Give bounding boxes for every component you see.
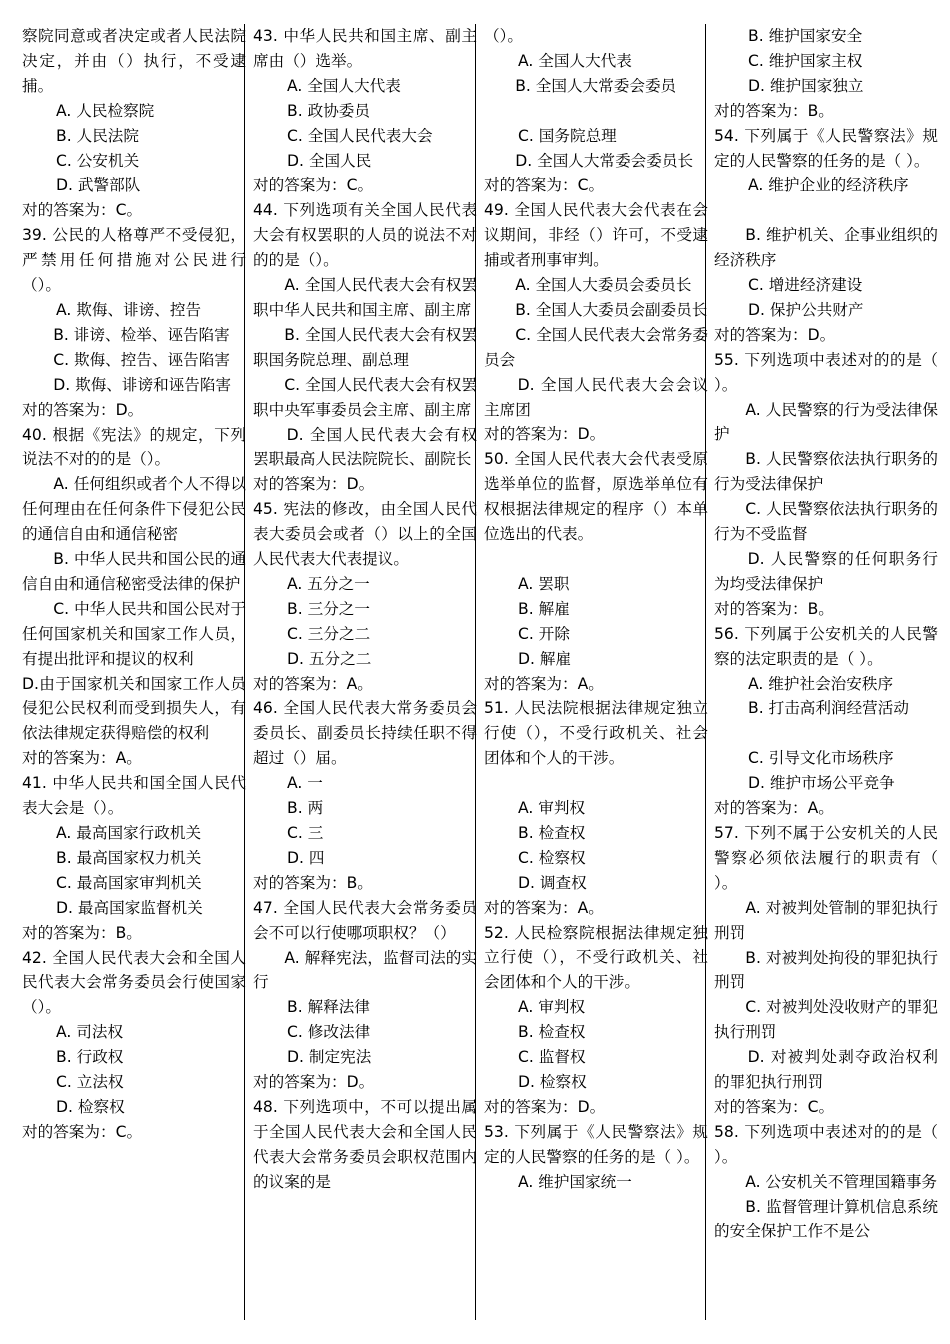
answer-option: C. 三 — [287, 824, 324, 842]
answer-option: D. 四 — [287, 848, 325, 867]
question-text: D. 对被判处剥夺政治权利的罪犯执行刑罚 — [714, 1048, 938, 1092]
question-text: B. 监督管理计算机信息系统的安全保护工作不是公 — [714, 1197, 938, 1241]
question-text: 39. 公民的人格尊严不受侵犯，严禁用任何措施对公民进行（）。 — [22, 226, 246, 295]
answer-option: B. 政协委员 — [287, 101, 370, 120]
answer-option: D. 解雇 — [518, 649, 572, 668]
answer-option: C. 国务院总理 — [518, 126, 617, 145]
question-text: C. 对被判处没收财产的罪犯执行刑罚 — [714, 998, 938, 1042]
answer-option: D. 维护市场公平竞争 — [748, 774, 895, 793]
question-text: B. 诽谤、检举、诬告陷害 — [22, 325, 230, 344]
correct-answer: 对的答案为：A。 — [484, 898, 604, 917]
answer-option: A. 维护国家统一 — [518, 1172, 632, 1191]
question-text: C. 全国人民代表大会常务委员会 — [484, 325, 708, 369]
answer-option: C. 检察权 — [518, 848, 586, 867]
answer-option: C. 开除 — [518, 624, 570, 643]
correct-answer: 对的答案为：A。 — [714, 799, 834, 818]
answer-option: B. 检查权 — [518, 1023, 586, 1042]
answer-option: D. 维护国家独立 — [748, 76, 864, 95]
question-text: B. 对被判处拘役的罪犯执行刑罚 — [714, 948, 938, 992]
question-text: C. 人民警察依法执行职务的行为不受监督 — [714, 500, 938, 544]
correct-answer: 对的答案为：C。 — [253, 176, 374, 195]
question-text: A. 对被判处管制的罪犯执行刑罚 — [714, 898, 938, 942]
correct-answer: 对的答案为：B。 — [22, 923, 142, 942]
answer-option: A. 审判权 — [518, 998, 586, 1017]
answer-option: B. 维护国家安全 — [748, 27, 863, 45]
text-column-4 — [714, 24, 938, 1324]
blank-line — [714, 198, 938, 223]
answer-option: D. 制定宪法 — [287, 1048, 372, 1067]
answer-option: D. 调查权 — [518, 873, 587, 892]
question-text: 52. 人民检察院根据法律规定独立行使（），不受行政机关、社会团体和个人的干涉。 — [484, 923, 708, 992]
text-column-1 — [22, 24, 246, 1324]
column-divider — [705, 24, 706, 1320]
correct-answer: 对的答案为：D。 — [253, 1073, 375, 1092]
correct-answer: 对的答案为：D。 — [484, 425, 606, 444]
answer-option: A. 全国人大代表 — [287, 76, 401, 95]
answer-option: B. 两 — [287, 799, 324, 818]
answer-option: A. 维护企业的经济秩序 — [748, 176, 909, 195]
correct-answer: 对的答案为：C。 — [714, 1097, 835, 1116]
question-text: 54. 下列属于《人民警察法》规定的人民警察的任务的是（ ）。 — [714, 126, 938, 170]
question-text: 41. 中华人民共和国全国人民代表大会是（）。 — [22, 774, 246, 818]
answer-option: B. 最高国家权力机关 — [56, 848, 202, 867]
answer-option: A. 欺侮、诽谤、控告 — [56, 300, 202, 319]
question-text: B. 全国人大委员会副委员长 — [484, 300, 708, 319]
answer-option: D. 最高国家监督机关 — [56, 898, 203, 917]
question-text: A. 人民警察的行为受法律保护 — [714, 400, 938, 444]
question-text: B. 中华人民共和国公民的通信自由和通信秘密受法律的保护 — [22, 550, 246, 593]
question-text: 55. 下列选项中表述对的的是（ ）。 — [714, 350, 938, 394]
question-text: B. 全国人大常委会委员 — [484, 76, 677, 95]
answer-option: D. 五分之二 — [287, 649, 372, 668]
answer-option: A. 一 — [287, 774, 323, 793]
correct-answer: 对的答案为：D。 — [22, 400, 144, 419]
question-text: （）。 — [484, 27, 523, 45]
question-text: 44. 下列选项有关全国人民代表大会有权罢职的人员的说法不对的的是（）。 — [253, 201, 477, 270]
answer-option: A. 全国人大代表 — [518, 51, 632, 70]
answer-option: D. 检察权 — [518, 1073, 587, 1092]
question-text: 47. 全国人民代表大会常务委员会不可以行使哪项职权？（） — [253, 898, 477, 942]
question-text: D. 全国人民代表大会有权罢职最高人民法院院长、副院长 — [253, 425, 477, 469]
question-text: 46. 全国人民代表大常务委员会委员长、副委员长持续任职不得超过（）届。 — [253, 699, 477, 768]
question-text: C. 欺侮、控告、诬告陷害 — [22, 350, 230, 369]
question-text: 49. 全国人民代表大会代表在会议期间，非经（）许可，不受逮捕或者刑事审判。 — [484, 201, 708, 270]
answer-option: B. 人民法院 — [56, 126, 139, 145]
answer-option: C. 全国人民代表大会 — [287, 126, 433, 145]
question-text: 察院同意或者决定或者人民法院决定，并由（）执行，不受逮捕。 — [22, 27, 246, 95]
answer-option: A. 人民检察院 — [56, 101, 155, 120]
correct-answer: 对的答案为：A。 — [484, 674, 604, 693]
answer-option: C. 立法权 — [56, 1073, 124, 1092]
question-text: 45. 宪法的修改，由全国人民代表大委员会或者（）以上的全国人民代表大代表提议。 — [253, 500, 477, 569]
answer-option: A. 最高国家行政机关 — [56, 824, 202, 842]
correct-answer: 对的答案为：A。 — [253, 674, 373, 693]
question-text: 40. 根据《宪法》的规定，下列说法不对的的是（）。 — [22, 425, 246, 469]
answer-option: D. 检察权 — [56, 1097, 125, 1116]
correct-answer: 对的答案为：B。 — [253, 873, 373, 892]
answer-option: B. 解雇 — [518, 599, 570, 618]
question-text: 42. 全国人民代表大会和全国人民代表大会常务委员会行使国家（）。 — [22, 948, 246, 1017]
question-text: D. 欺侮、诽谤和诬告陷害 — [22, 375, 232, 394]
question-text: 51. 人民法院根据法律规定独立行使（），不受行政机关、社会团体和个人的干涉。 — [484, 699, 708, 768]
correct-answer: 对的答案为：D。 — [253, 475, 375, 494]
question-text: 43. 中华人民共和国主席、副主席由（）选举。 — [253, 27, 477, 70]
correct-answer: 对的答案为：D。 — [484, 1097, 606, 1116]
column-divider — [475, 24, 476, 1320]
question-text: A. 公安机关不管理国籍事务 — [714, 1172, 938, 1191]
question-text: D. 全国人大常委会委员长 — [484, 151, 694, 170]
answer-option: B. 检查权 — [518, 823, 586, 842]
answer-option: B. 解释法律 — [287, 998, 370, 1017]
correct-answer: 对的答案为：C。 — [22, 1122, 143, 1141]
answer-option: D. 全国人民 — [287, 151, 372, 170]
answer-option: B. 行政权 — [56, 1048, 124, 1067]
answer-option: D. 保护公共财产 — [748, 300, 864, 319]
answer-option: B. 打击高利润经营活动 — [748, 699, 909, 718]
text-column-3 — [484, 24, 708, 1324]
question-text: C. 中华人民共和国公民对于任何国家机关和国家工作人员，有提出批评和提议的权利 — [22, 599, 246, 668]
question-text: B. 人民警察依法执行职务的行为受法律保护 — [714, 450, 938, 494]
question-text: 48. 下列选项中，不可以提出属于全国人民代表大会和全国人民代表大会常务委员会职权范围内的议案的是 — [253, 1097, 477, 1191]
answer-option: A. 司法权 — [56, 1023, 124, 1042]
answer-option: B. 三分之一 — [287, 599, 370, 618]
question-text: 57. 下列不属于公安机关的人民警察必须依法履行的职责有（ ）。 — [714, 823, 938, 892]
question-text: B. 维护机关、企事业组织的经济秩序 — [714, 226, 938, 270]
answer-option: A. 审判权 — [518, 799, 586, 818]
answer-option: C. 监督权 — [518, 1048, 586, 1067]
answer-option: A. 五分之一 — [287, 574, 370, 593]
question-text: A. 任何组织或者个人不得以任何理由在任何条件下侵犯公民的通信自由和通信秘密 — [22, 475, 246, 544]
answer-option: D. 武警部队 — [56, 176, 141, 195]
answer-option: A. 罢职 — [518, 574, 570, 593]
correct-answer: 对的答案为：A。 — [22, 749, 142, 768]
correct-answer: 对的答案为：C。 — [22, 201, 143, 220]
question-text: 58. 下列选项中表述对的的是（ ）。 — [714, 1122, 938, 1166]
answer-option: C. 引导文化市场秩序 — [748, 749, 894, 768]
correct-answer: 对的答案为：C。 — [484, 176, 605, 195]
correct-answer: 对的答案为：D。 — [714, 325, 836, 344]
answer-option: C. 最高国家审判机关 — [56, 873, 202, 892]
blank-line — [714, 721, 938, 746]
question-text: D. 全国人民代表大会会议主席团 — [484, 375, 708, 419]
correct-answer: 对的答案为：B。 — [714, 101, 834, 120]
question-text: D.由于国家机关和国家工作人员侵犯公民权利而受到损失人，有依法律规定获得赔偿的权利 — [22, 674, 246, 743]
answer-option: A. 维护社会治安秩序 — [748, 674, 894, 693]
text-column-2 — [253, 24, 477, 1324]
blank-line — [484, 771, 708, 796]
question-text: C. 全国人民代表大会有权罢职中央军事委员会主席、副主席 — [253, 375, 477, 419]
question-text: A. 全国人民代表大会有权罢职中华人民共和国主席、副主席 — [253, 276, 477, 319]
question-text: D. 人民警察的任何职务行为均受法律保护 — [714, 550, 938, 593]
question-text: A. 解释宪法，监督司法的实行 — [253, 948, 477, 992]
answer-option: C. 三分之二 — [287, 624, 371, 643]
answer-option: C. 维护国家主权 — [748, 51, 863, 70]
question-text: 53. 下列属于《人民警察法》规定的人民警察的任务的是（ ）。 — [484, 1122, 708, 1166]
column-divider — [244, 24, 245, 1320]
question-text: 56. 下列属于公安机关的人民警察的法定职责的是（ ）。 — [714, 624, 938, 668]
answer-option: C. 公安机关 — [56, 151, 140, 170]
correct-answer: 对的答案为：B。 — [714, 599, 834, 618]
question-text: 50. 全国人民代表大会代表受原选举单位的监督，原选举单位有权根据法律规定的程序（）本单位选出的代表。 — [484, 450, 708, 544]
blank-line — [484, 547, 708, 572]
blank-line — [484, 99, 708, 124]
question-text: A. 全国人大委员会委员长 — [484, 276, 692, 295]
answer-option: C. 修改法律 — [287, 1023, 371, 1042]
question-text: B. 全国人民代表大会有权罢职国务院总理、副总理 — [253, 325, 477, 369]
answer-option: C. 增进经济建设 — [748, 276, 863, 295]
